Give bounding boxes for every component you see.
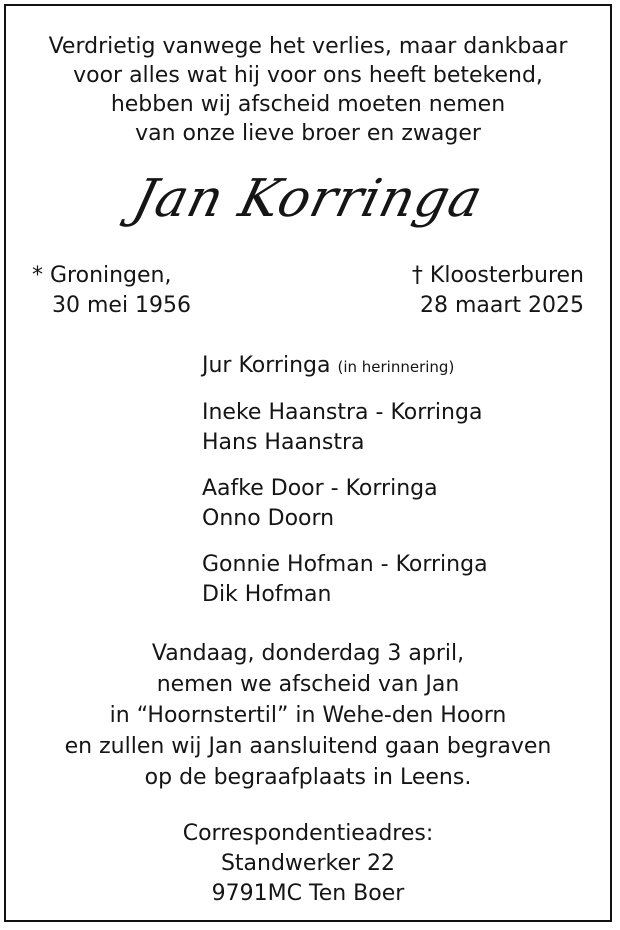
family-group	[202, 398, 488, 458]
address-street: Standwerker 22	[220, 851, 396, 876]
family-member: Onno Doorn	[202, 506, 335, 531]
death-date: 28 maart 2025	[419, 293, 584, 318]
birth-info	[32, 261, 191, 321]
death-place: † Kloosterburen	[411, 263, 584, 288]
intro-text	[6, 32, 610, 148]
family-member: Ineke Haanstra - Korringa	[202, 400, 483, 425]
family-member: Gonnie Hofman - Korringa	[202, 552, 488, 577]
family-member: Aafke Door - Korringa	[202, 476, 438, 501]
family-group	[202, 474, 488, 534]
intro-line: Verdrietig vanwege het verlies, maar dankbaar	[48, 34, 568, 59]
correspondence-address	[6, 819, 610, 909]
family-note: (in herinnering)	[337, 358, 455, 376]
family-group	[202, 351, 488, 382]
family-group	[202, 550, 488, 610]
birth-place: * Groningen,	[32, 263, 172, 288]
service-text	[6, 638, 610, 793]
intro-line: hebben wij afscheid moeten nemen	[110, 92, 506, 117]
service-line: in “Hoornstertil” in Wehe-den Hoorn	[109, 703, 507, 728]
service-line: op de begraafplaats in Leens.	[144, 765, 472, 790]
family-member: Dik Hofman	[202, 582, 332, 607]
service-line: nemen we afscheid van Jan	[156, 672, 460, 697]
obituary-card	[4, 4, 612, 922]
service-line: en zullen wij Jan aansluitend gaan begraven	[64, 734, 552, 759]
intro-line: voor alles wat hij voor ons heeft betekend,	[73, 63, 543, 88]
address-city: 9791MC Ten Boer	[211, 881, 405, 906]
birth-date: 30 mei 1956	[52, 293, 192, 318]
family-member: Hans Haanstra	[202, 430, 365, 455]
family-member: Jur Korringa	[202, 353, 331, 378]
family-list	[202, 351, 488, 626]
intro-line: van onze lieve broer en zwager	[135, 121, 481, 146]
service-line: Vandaag, donderdag 3 april,	[151, 641, 465, 666]
death-info	[412, 261, 584, 321]
address-label: Correspondentieadres:	[182, 821, 434, 846]
deceased-name: Jan Korringa	[127, 169, 489, 229]
